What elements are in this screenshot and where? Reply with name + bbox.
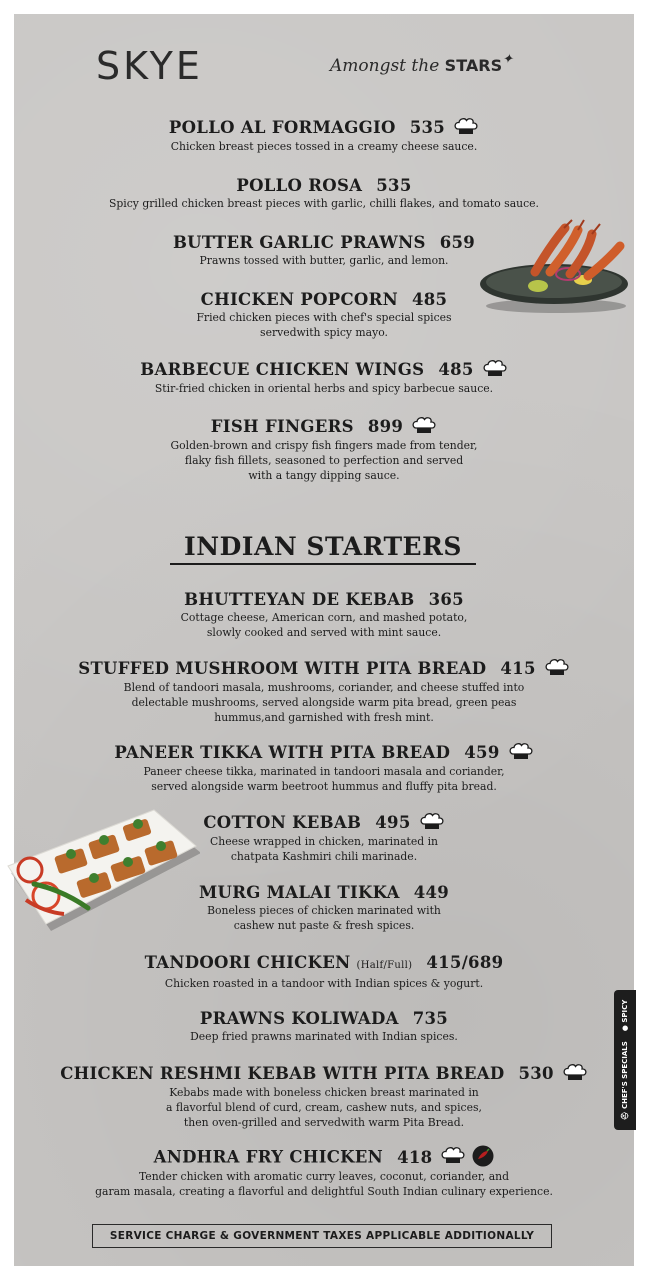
item-price: 485 <box>438 360 474 379</box>
item-description-line: Paneer cheese tikka, marinated in tandoori masala and coriander, <box>143 764 505 778</box>
menu-item <box>14 953 634 991</box>
chef-hat-icon <box>453 117 479 137</box>
item-description-line: hummus,and garnished with fresh mint. <box>214 710 434 724</box>
item-name: BARBECUE CHICKEN WINGS <box>140 360 425 379</box>
item-price: 735 <box>412 1009 449 1028</box>
item-price: 415 <box>500 659 536 678</box>
item-description: Spicy grilled chicken breast pieces with garlic, chilli flakes, and tomato sauce. <box>109 197 539 210</box>
section-title: INDIAN STARTERS <box>170 532 476 565</box>
chef-hat-icon <box>419 812 445 832</box>
item-description-line: servedwith spicy mayo. <box>260 326 388 339</box>
menu-item <box>14 659 634 725</box>
item-price: 418 <box>397 1147 433 1167</box>
item-price: 530 <box>518 1064 554 1083</box>
item-name: CHICKEN RESHMI KEBAB WITH PITA BREAD <box>60 1064 505 1083</box>
item-description-line: Fried chicken pieces with chef's special spices <box>196 311 452 324</box>
sparkle-icon: ✦ <box>502 52 513 67</box>
item-name: PRAWNS KOLIWADA <box>199 1009 399 1028</box>
brand-tagline <box>330 52 513 76</box>
item-description-line: Boneless pieces of chicken marinated with <box>207 904 441 917</box>
menu-item <box>14 1064 634 1130</box>
menu-item <box>14 1009 634 1044</box>
menu-item <box>14 743 634 794</box>
item-description: Stir-fried chicken in oriental herbs and spicy barbecue sauce. <box>154 381 494 395</box>
item-price: 365 <box>428 590 464 609</box>
chef-hat-icon <box>482 359 508 379</box>
item-name: PANEER TIKKA WITH PITA BREAD <box>114 743 451 762</box>
paneer-platter-photo <box>4 808 200 934</box>
item-description-line: flaky fish fillets, seasoned to perfection and served <box>184 453 464 467</box>
menu-item <box>14 360 634 396</box>
item-name: CHICKEN POPCORN <box>200 290 398 309</box>
item-price: 899 <box>367 417 404 436</box>
item-name: COTTON KEBAB <box>203 813 362 832</box>
legend-chefs-specials: ⛑ CHEF'S SPECIALS <box>621 1041 629 1121</box>
legend-tab <box>614 990 636 1130</box>
menu-item <box>14 176 634 211</box>
item-description-line: Kebabs made with boneless chicken breast marinated in <box>169 1085 479 1099</box>
menu-item <box>14 417 634 483</box>
item-name: BUTTER GARLIC PRAWNS <box>172 233 426 252</box>
menu-item <box>14 118 634 154</box>
footer-notice: SERVICE CHARGE & GOVERNMENT TAXES APPLICABLE ADDITIONALLY <box>92 1224 552 1248</box>
menu-item <box>14 590 634 640</box>
item-description-line: served alongside warm beetroot hummus and fluffy pita bread. <box>151 779 497 793</box>
item-name: POLLO AL FORMAGGIO <box>168 118 396 137</box>
brand-logo: SKYE <box>96 44 203 88</box>
item-price: 485 <box>411 290 448 309</box>
item-description-line: delectable mushrooms, served alongside warm pita bread, green peas <box>131 695 517 709</box>
legend-chefs-specials-label: CHEF'S SPECIALS <box>621 1041 629 1109</box>
item-description: Deep fried prawns marinated with Indian spices. <box>190 1030 458 1043</box>
item-price: 415/689 <box>426 953 504 972</box>
item-name: STUFFED MUSHROOM WITH PITA BREAD <box>78 659 487 678</box>
item-description-line: cashew nut paste & fresh spices. <box>233 919 415 932</box>
item-description-line: Golden-brown and crispy fish fingers made from tender, <box>170 438 478 452</box>
item-description-line: Cheese wrapped in chicken, marinated in <box>210 834 438 848</box>
item-description: Chicken roasted in a tandoor with Indian spices & yogurt. <box>164 977 484 990</box>
item-name: ANDHRA FRY CHICKEN <box>153 1147 384 1167</box>
tagline-prefix: Amongst the <box>330 56 440 76</box>
item-name: TANDOORI CHICKEN <box>144 953 351 972</box>
item-price: 659 <box>439 233 476 252</box>
item-description-line: with a tangy dipping sauce. <box>248 468 400 482</box>
item-description-line: Cottage cheese, American corn, and mashed potato, <box>180 611 468 624</box>
item-name: FISH FINGERS <box>210 417 354 436</box>
item-name: POLLO ROSA <box>236 176 363 195</box>
legend-spicy: ● SPICY <box>621 999 629 1032</box>
item-description-line: garam masala, creating a flavorful and delightful South Indian culinary experience. <box>95 1185 553 1198</box>
menu-item <box>14 1147 634 1199</box>
item-description-line: slowly cooked and served with mint sauce. <box>206 626 442 639</box>
chef-hat-icon <box>562 1063 588 1083</box>
chef-hat-icon <box>411 416 437 436</box>
item-description: Prawns tossed with butter, garlic, and lemon. <box>199 254 449 267</box>
prawns-dish-photo <box>480 216 632 314</box>
item-price: 535 <box>409 118 446 137</box>
tagline-stars: STARS <box>444 56 503 75</box>
chili-icon <box>472 1145 494 1167</box>
chef-hat-icon <box>440 1146 466 1166</box>
item-price: 459 <box>464 743 500 762</box>
item-price: 495 <box>375 813 411 832</box>
chef-hat-icon <box>544 658 570 678</box>
item-name: BHUTTEYAN DE KEBAB <box>184 590 415 609</box>
item-description-line: Tender chicken with aromatic curry leaves, coconut, coriander, and <box>138 1170 510 1183</box>
item-size: (Half/Full) <box>356 960 413 971</box>
legend-spicy-label: SPICY <box>621 999 629 1023</box>
item-description-line: Blend of tandoori masala, mushrooms, coriander, and cheese stuffed into <box>123 680 525 694</box>
item-description-line: a flavorful blend of curd, cream, cashew nuts, and spices, <box>166 1100 482 1114</box>
chef-hat-icon <box>508 742 534 762</box>
item-name: MURG MALAI TIKKA <box>198 883 400 902</box>
item-price: 535 <box>376 176 412 195</box>
item-description-line: then oven-grilled and servedwith warm Pita Bread. <box>183 1115 465 1129</box>
item-description: Chicken breast pieces tossed in a creamy cheese sauce. <box>170 139 478 153</box>
item-price: 449 <box>413 883 450 902</box>
item-description-line: chatpata Kashmiri chili marinade. <box>230 849 418 863</box>
